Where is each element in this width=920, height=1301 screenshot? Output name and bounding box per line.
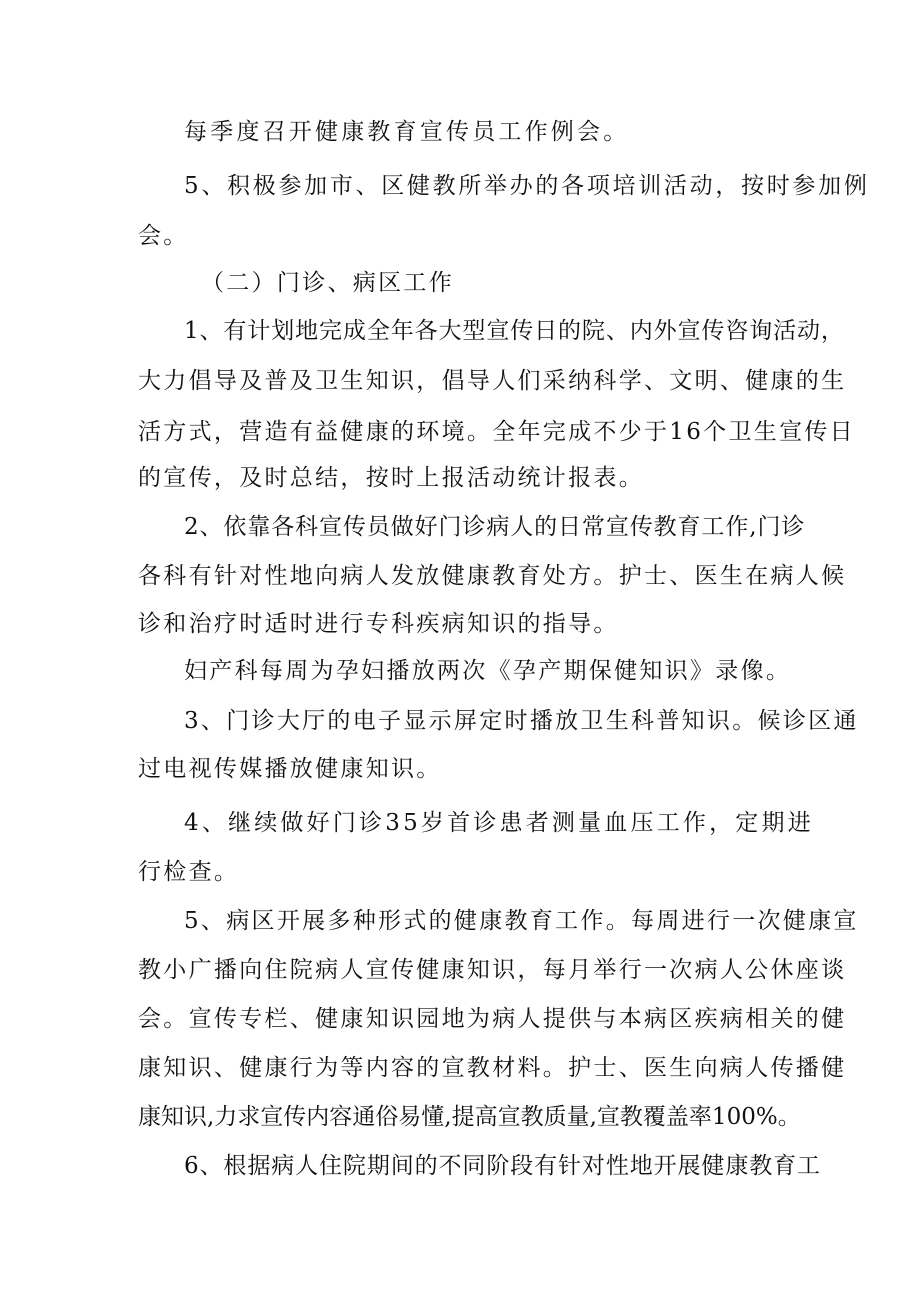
paragraph-3-line-1: 3、门诊大厅的电子显示屏定时播放卫生科普知识。候诊区通 <box>184 708 859 734</box>
paragraph-5-ward-line-5: 康知识,力求宣传内容通俗易懂,提高宣教质量,宣教覆盖率100%。 <box>138 1104 801 1130</box>
paragraph-obstetrics-video: 妇产科每周为孕妇播放两次《孕产期保健知识》录像。 <box>184 658 792 684</box>
paragraph-5-ward-line-2: 教小广播向住院病人宣传健康知识，每月举行一次病人公休座谈 <box>138 957 847 983</box>
paragraph-2-line-3: 诊和治疗时适时进行专科疾病知识的指导。 <box>138 611 619 637</box>
paragraph-4-line-1: 4、继续做好门诊35岁首诊患者测量血压工作，定期进 <box>184 810 814 836</box>
paragraph-2-line-2: 各科有针对性地向病人发放健康教育处方。护士、医生在病人候 <box>138 563 847 589</box>
paragraph-1-line-1: 1、有计划地完成全年各大型宣传日的院、内外宣传咨询活动， <box>184 318 845 344</box>
paragraph-6-line-1: 6、根据病人住院期间的不同阶段有针对性地开展健康教育工 <box>184 1153 821 1179</box>
paragraph-5-ward-line-1: 5、病区开展多种形式的健康教育工作。每周进行一次健康宣 <box>184 908 859 934</box>
paragraph-1-line-4: 的宣传，及时总结，按时上报活动统计报表。 <box>138 465 644 491</box>
paragraph-5-ward-line-4: 康知识、健康行为等内容的宣教材料。护士、医生向病人传播健 <box>138 1055 847 1081</box>
paragraph-4-line-2: 行检查。 <box>138 859 240 885</box>
paragraph-1-line-3: 活方式，营造有益健康的环境。全年完成不少于16个卫生宣传日 <box>138 419 855 445</box>
paragraph-5-training-line-2: 会。 <box>138 223 189 249</box>
paragraph-5-training-line-1: 5、积极参加市、区健教所举办的各项培训活动，按时参加例 <box>184 173 870 199</box>
section-heading-outpatient-ward: （二）门诊、病区工作 <box>201 270 454 296</box>
paragraph-quarterly-meeting: 每季度召开健康教育宣传员工作例会。 <box>184 119 630 145</box>
paragraph-5-ward-line-3: 会。宣传专栏、健康知识园地为病人提供与本病区疾病相关的健 <box>138 1006 847 1032</box>
paragraph-3-line-2: 过电视传媒播放健康知识。 <box>138 756 442 782</box>
paragraph-2-line-1: 2、依靠各科宣传员做好门诊病人的日常宣传教育工作,门诊 <box>184 514 806 540</box>
paragraph-1-line-2: 大力倡导及普及卫生知识，倡导人们采纳科学、文明、健康的生 <box>138 368 847 394</box>
